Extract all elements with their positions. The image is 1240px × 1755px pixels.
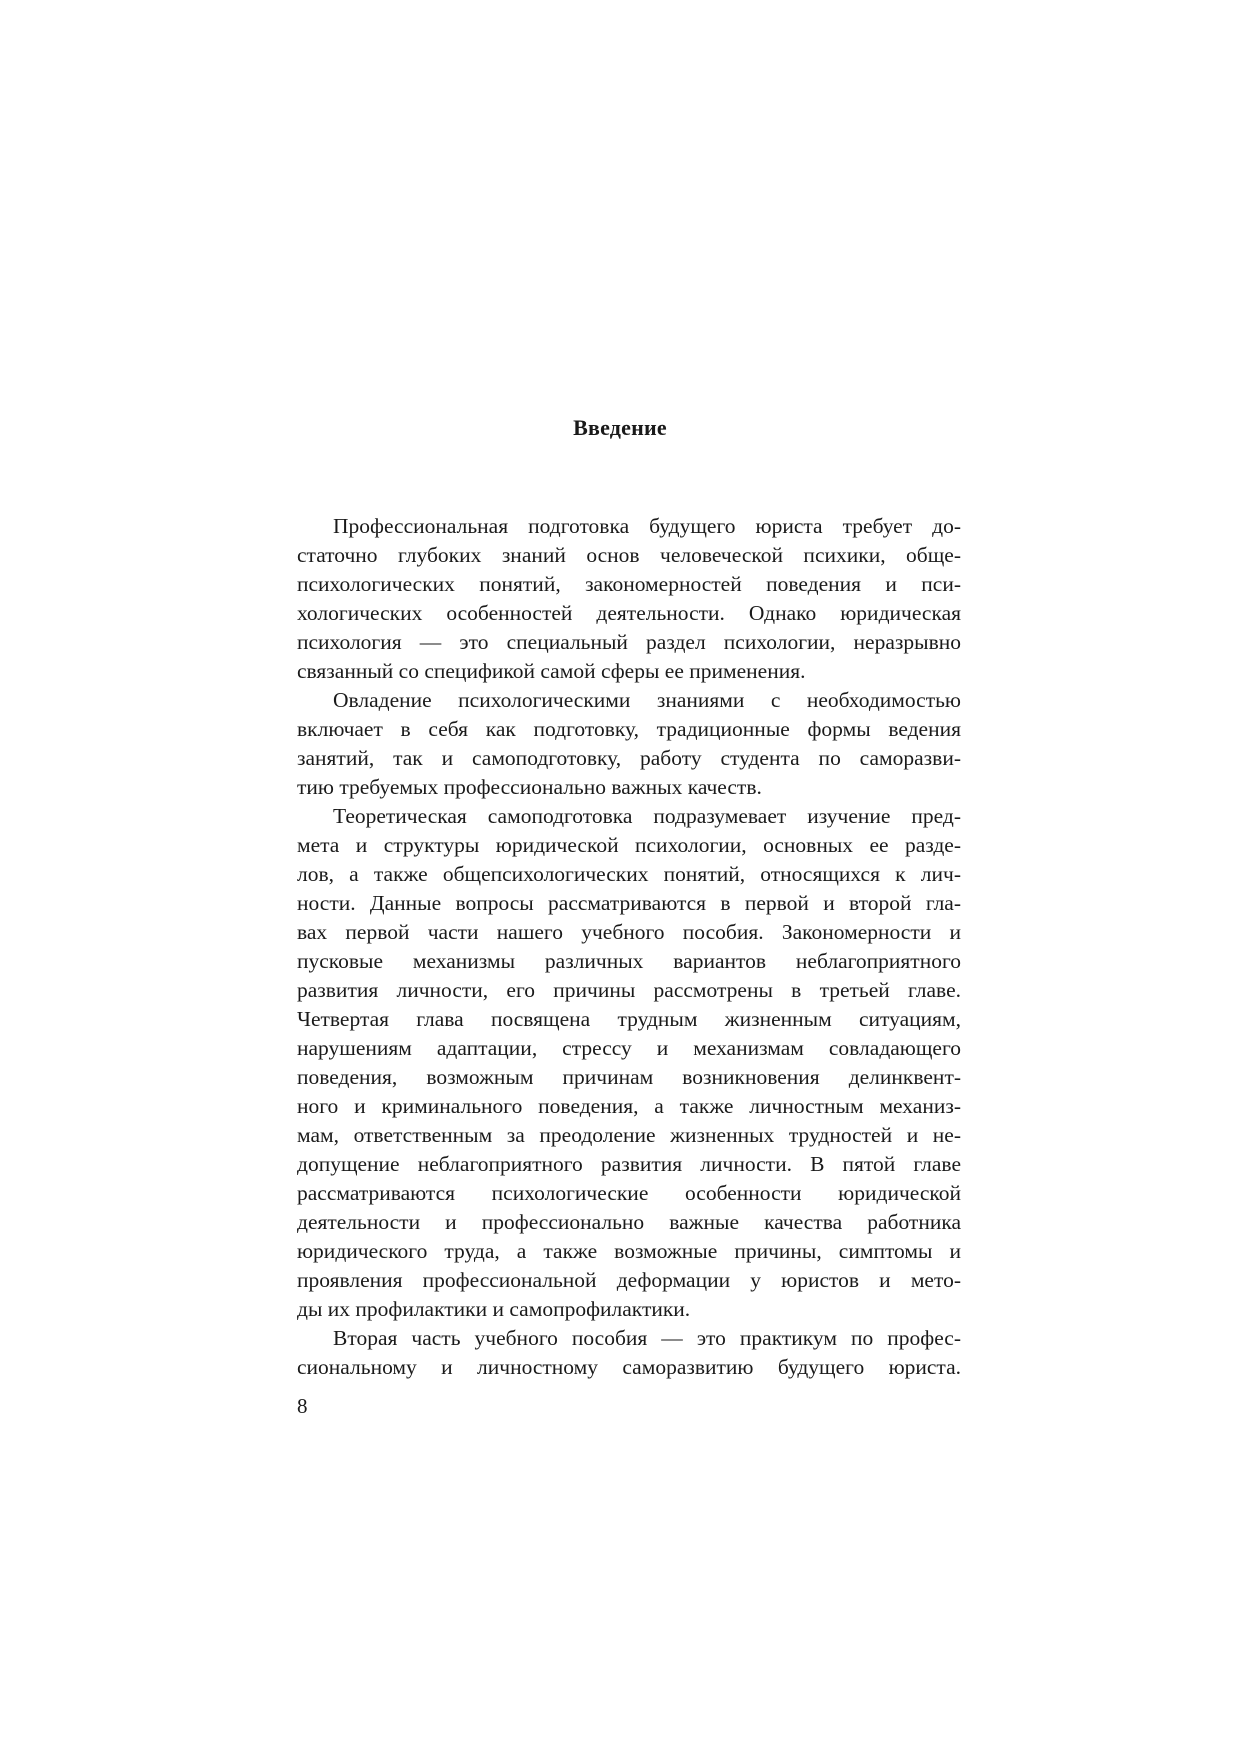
text-line: ного и криминального поведения, а также личностным механиз- (297, 1094, 961, 1118)
text-line: ности. Данные вопросы рассматриваются в первой и второй гла- (297, 891, 961, 915)
text-line: лов, а также общепсихологических понятий, относящихся к лич- (297, 862, 961, 886)
text-line: Четвертая глава посвящена трудным жизненным ситуациям, (297, 1007, 961, 1031)
text-line: допущение неблагоприятного развития личности. В пятой главе (297, 1152, 961, 1176)
body-text (297, 512, 961, 1382)
text-line: развития личности, его причины рассмотрены в третьей главе. (297, 978, 961, 1002)
text-line: вах первой части нашего учебного пособия. Закономерности и (297, 920, 961, 944)
text-line: тию требуемых профессионально важных качеств. (297, 775, 762, 799)
text-line: нарушениям адаптации, стрессу и механизмам совладающего (297, 1036, 961, 1060)
text-line: рассматриваются психологические особенности юридической (297, 1181, 961, 1205)
text-line: ды их профилактики и самопрофилактики. (297, 1297, 691, 1321)
text-line: занятий, так и самоподготовку, работу студента по саморазви- (297, 746, 961, 770)
text-line: пусковые механизмы различных вариантов неблагоприятного (297, 949, 961, 973)
text-line: Теоретическая самоподготовка подразумевает изучение пред- (333, 804, 961, 828)
text-line: мам, ответственным за преодоление жизненных трудностей и не- (297, 1123, 961, 1147)
chapter-heading: Введение (573, 415, 667, 440)
text-line: Вторая часть учебного пособия — это практикум по профес- (333, 1326, 961, 1350)
text-line: проявления профессиональной деформации у юристов и мето- (297, 1268, 961, 1292)
text-line: статочно глубоких знаний основ человеческой психики, обще- (297, 543, 961, 567)
text-line: поведения, возможным причинам возникновения делинквент- (297, 1065, 961, 1089)
text-line: психологических понятий, закономерностей поведения и пси- (297, 572, 961, 596)
text-line: психология — это специальный раздел психологии, неразрывно (297, 630, 961, 654)
text-line: юридического труда, а также возможные причины, симптомы и (297, 1239, 961, 1263)
text-line: хологических особенностей деятельности. Однако юридическая (297, 601, 961, 625)
text-line: сиональному и личностному саморазвитию будущего юриста. (297, 1355, 961, 1379)
text-line: включает в себя как подготовку, традиционные формы ведения (297, 717, 961, 741)
page-number: 8 (297, 1394, 308, 1418)
text-line: мета и структуры юридической психологии, основных ее разде- (297, 833, 961, 857)
text-line: деятельности и профессионально важные качества работника (297, 1210, 961, 1234)
text-line: Профессиональная подготовка будущего юриста требует до- (333, 514, 961, 538)
text-line: Овладение психологическими знаниями с необходимостью (333, 688, 961, 712)
text-line: связанный со спецификой самой сферы ее применения. (297, 659, 806, 683)
